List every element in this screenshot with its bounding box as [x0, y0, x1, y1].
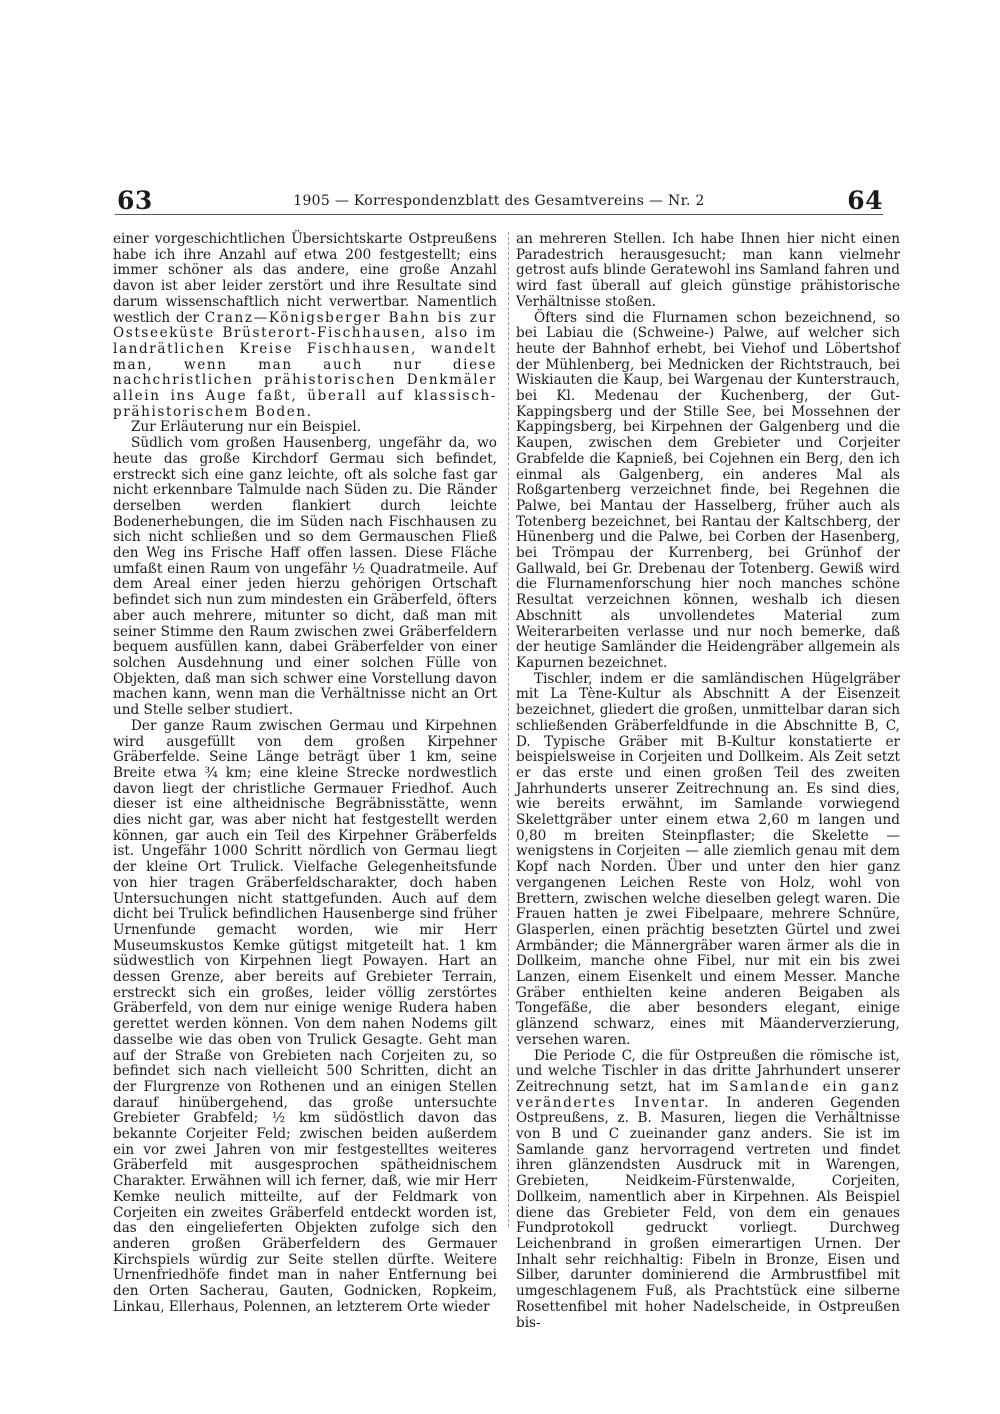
paragraph-text: Die Periode C, die für Ostpreußen die römische ist, und welche Tischler in das dritte Jahrhundert unserer Zeitrechnung setzt, hat im [516, 1047, 900, 1095]
header-title: 1905 — Korrespondenzblatt des Gesamtvereins — Nr. 2 [293, 193, 705, 209]
paragraph [113, 232, 497, 420]
page-number-left: 63 [117, 186, 153, 215]
paragraph: Zur Erläuterung nur ein Beispiel. [131, 419, 362, 436]
paragraph: Südlich vom großen Hausenberg, ungefähr da, wo heute das große Kirchdorf Germau sich befindet, erstreckt sich eine ganz leichte, oft als solche fast gar nicht erkennbare Talmulde nach Süden zu. Die Ränder derselben werden flankiert durch leichte Bodenerhebungen, die im Süden nach Fischhausen zu sich nicht schließen und so dem Germauschen Fließ den Weg ins Frische Haff offen lassen. Diese Fläche umfaßt einen Raum von ungefähr ½ Quadratmeile. Auf dem Areal einer jeden hierzu gehörigen Ortschaft befindet sich nun zum mindesten ein Gräberfeld, öfters aber auch mehrere, mitunter so dicht, daß man mit seiner Stimme den Raum zwischen zwei Gräberfeldern bequem ausfüllen kann, dabei Gräberfelder von einer solchen Ausdehnung und einer solchen Fülle von Objekten, daß man sich schwer eine Vorstellung davon machen kann, wenn man die Verhältnisse nicht an Ort und Stelle selber studiert. [113, 435, 497, 719]
paragraph: an mehreren Stellen. Ich habe Ihnen hier nicht einen Paradestrich herausgesucht; man kann vielmehr getrost aufs blinde Geratewohl ins Samland fahren und wird fast überall auf gleich günstige prähistorische Verhältnisse stoßen. [516, 231, 900, 310]
page-number-right: 64 [847, 186, 883, 215]
paragraph: Öfters sind die Flurnamen schon bezeichnend, so bei Labiau die (Schweine-) Palwe, auf welcher sich heute der Bahnhof erhebt, bei Viehof und Löbertshof der Mühlenberg, bei Mednicken der Richtstrauch, bei Wiskiauten die Kaup, bei Wargenau der Kunterstrauch, bei Kl. Medenau der Kuchenberg, der Gut-Kappingsberg und der Stille See, bei Mossehnen der Kappingsberg, bei Kirpehnen der Galgenberg und die Kaupen, zwischen dem Grebieter und Corjeiter Grabfelde die Kapnieß, bei Cojehnen ein Berg, den ich einmal als Galgenberg, ein anderes Mal als Roßgartenberg verzeichnet finde, bei Regehnen die Palwe, bei Mantau der Hasselberg, früher auch als Totenberg bezeichnet, bei Rantau der Kaltschberg, der Hünenberg und die Palwe, bei Corben der Hasenberg, bei Trömpau der Kurrenberg, bei Grünhof der Gallwald, bei Gr. Drebenau der Totenberg. Gewiß wird die Flurnamenforschung hier noch manches schöne Resultat verzeichnen können, weshalb ich diesen Abschnitt als unvollendetes Material zum Weiterarbeiten verlasse und nur noch bemerke, daß der heutige Samländer die Heidengräber allgemein als Kapurnen bezeichnet. [516, 309, 900, 671]
paragraph: Tischler, indem er die samländischen Hügelgräber mit La Tène-Kultur als Abschnitt A der Eisenzeit bezeichnet, gliedert die großen, unmittelbar daran sich schließenden Gräberfeldfunde in die Abschnitte B, C, D. Typische Gräber mit B-Kultur konstatierte er beispielsweise in Corjeiten und Dollkeim. Als Zeit setzt er das erste und einen großen Teil des zweiten Jahrhunderts unserer Zeitrechnung an. Es sind dies, wie bereits erwähnt, im Samlande vorwiegend Skelettgräber unter einem etwa 2,60 m langen und 0,80 m breiten Steinpflaster; die Skelette — wenigstens in Corjeiten — alle ziemlich genau mit dem Kopf nach Norden. Über und unter den hier ganz vergangenen Leichen Reste von Holz, wohl von Brettern, zwischen welche dieselben gelegt waren. Die Frauen hatten je zwei Fibelpaare, mehrere Schnüre, Glasperlen, einen prächtig besetzten Gürtel und zwei Armbänder; die Männergräber waren ärmer als die in Dollkeim, manche ohne Fibel, nur mit ein bis zwei Lanzen, einem Eisenkelt und einem Messer. Manche Gräber enthielten keine anderen Beigaben als Tongefäße, die aber besonders elegant, einige glänzend schwarz, eines mit Mäanderverzierung, versehen waren. [516, 670, 900, 1048]
paragraph-text: einer vorgeschichtlichen Übersichtskarte Ostpreußens habe ich ihre Anzahl auf etwa 200 festgestellt; eins immer schöner als das andere, eine große Anzahl davon ist aber leider zerstört und ihre Resultate sind darum wissenschaftlich nicht verwertbar. Namentlich westlich der [113, 231, 497, 326]
header-rule [115, 214, 883, 215]
left-column [113, 231, 497, 1315]
spaced-emphasis-text: Cranz—Königsberger Bahn bis zur Ostseeküste Brüsterort-Fischhausen, also im landrätlichen Kreise Fischhausen, wandelt man, wenn man auch nur diese nachchristlichen prähistorischen Denkmäler allein ins Auge faßt, überall auf klassisch-prähistorischem Boden. [113, 309, 497, 420]
column-divider [508, 232, 509, 1227]
paragraph: Der ganze Raum zwischen Germau und Kirpehnen wird ausgefüllt von dem großen Kirpehner Gräberfelde. Seine Länge beträgt über 1 km, seine Breite etwa ¾ km; eine kleine Strecke nordwestlich davon liegt der christliche Germauer Friedhof. Auch dieser ist eine altheidnische Begräbnisstätte, wenn dies nicht gar, was aber nicht hat festgestellt werden können, gar auch ein Teil des Kirpehner Gräberfelds ist. Ungefähr 1000 Schritt nördlich von Germau liegt der kleine Ort Trulick. Vielfache Gelegenheitsfunde von hier tragen Gräberfeldscharakter, doch haben Untersuchungen nicht stattgefunden. Auch auf dem dicht bei Trulick befindlichen Hausenberge sind früher Urnenfunde gemacht worden, wie mir Herr Museumskustos Kemke gütigst mitgeteilt hat. 1 km südwestlich von Kirpehnen liegt Powayen. Hart an dessen Grenze, aber bereits auf Grebieter Terrain, erstreckt sich ein großes, leider völlig zerstörtes Gräberfeld, von dem nur einige wenige Rudera haben gerettet werden können. Von dem nahen Nodems gilt dasselbe wie das oben von Trulick Gesagte. Geht man auf der Straße von Grebieten nach Corjeiten zu, so befindet sich nach vielleicht 500 Schritten, dicht an der Flurgrenze von Rothenen und an einigen Stellen darauf hinübergehend, das große untersuchte Grebieter Grabfeld; ½ km südöstlich davon das bekannte Corjeiter Feld; zwischen beiden außerdem ein vor zwei Jahren von mir festgestelltes weiteres Gräberfeld mit ausgesprochen spätheidnischem Charakter. Erwähnen will ich ferner, daß, wie mir Herr Kemke neulich mitteilte, auf der Feldmark von Corjeiten ein zweites Gräberfeld entdeckt worden ist, das den eingelieferten Objekten zufolge sich den anderen großen Gräberfeldern des Germauer Kirchspiels würdig zur Seite stellen dürfte. Weitere Urnenfriedhöfe findet man in naher Entfernung bei den Orten Sacherau, Gauten, Godnicken, Ropkeim, Linkau, Ellerhaus, Polennen, an letzterem Orte wieder [113, 717, 497, 1315]
right-column [516, 231, 901, 1331]
paragraph-text: In anderen Gegenden Ostpreußens, z. B. Masuren, liegen die Verhältnisse von B und C zueinander ganz anders. Sie ist im Samlande ganz hervorragend vertreten und findet ihren glänzendsten Ausdruck mit in Warengen, Grebieten, Neidkeim-Fürstenwalde, Corjeiten, Dollkeim, namentlich aber in Kirpehnen. Als Beispiel diene das Grebieter Feld, von dem ein genaues Fundprotokoll gedruckt vorliegt. Durchweg Leichenbrand in großen eimerartigen Urnen. Der Inhalt sehr reichhaltig: Fibeln in Bronze, Eisen und Silber, darunter dominierend die Armbrustfibel mit umgeschlagenem Fuß, als Prachtstück eine silberne Rosettenfibel mit hoher Nadelscheide, in Ostpreußen bis- [516, 1094, 901, 1331]
running-header [115, 186, 883, 216]
paragraph [516, 1049, 900, 1332]
spaced-emphasis-text: Samlande ein ganz verändertes Inventar. [516, 1078, 900, 1111]
